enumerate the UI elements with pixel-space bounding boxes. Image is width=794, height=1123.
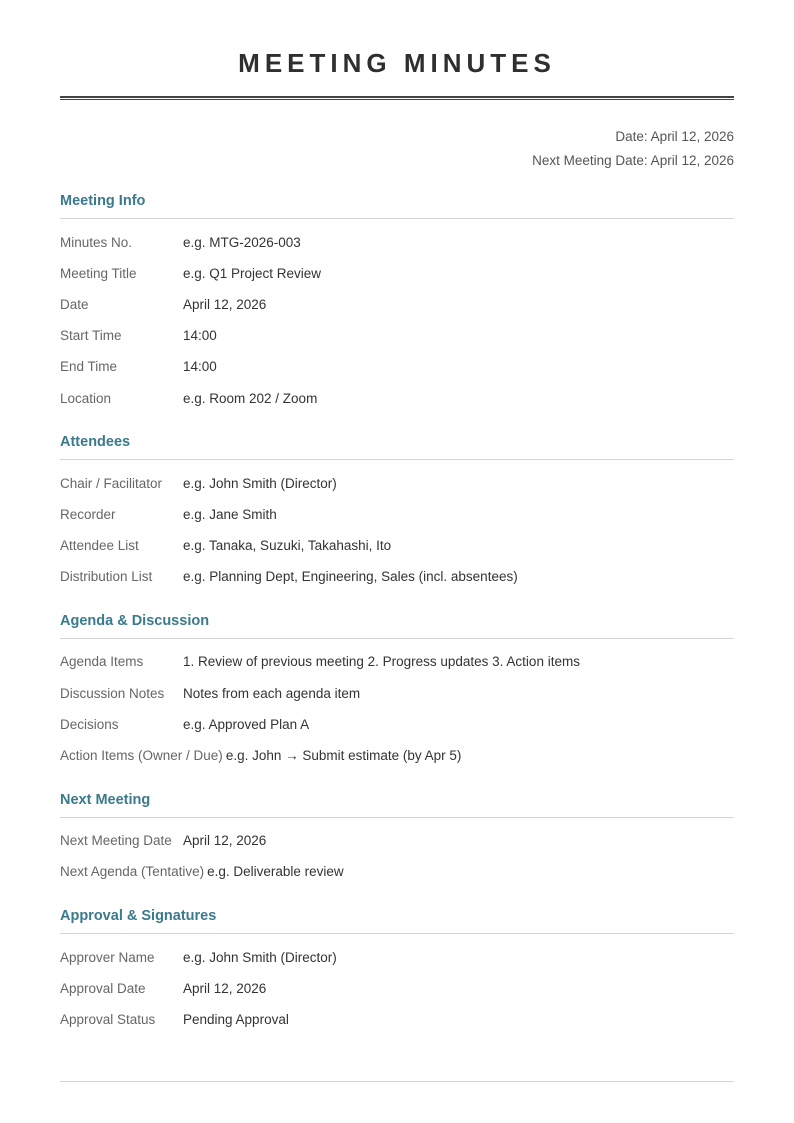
field-value: April 12, 2026	[183, 980, 267, 996]
field-label: Minutes No.	[60, 234, 133, 250]
field-label: Start Time	[60, 328, 122, 344]
field-value: 14:00	[183, 359, 217, 375]
field-label: Next Meeting Date	[60, 833, 172, 849]
section-attendees	[60, 432, 734, 593]
field-value: e.g. Q1 Project Review	[183, 265, 322, 281]
field-value: e.g. Tanaka, Suzuki, Takahashi, Ito	[183, 538, 392, 554]
field-discussion-notes	[60, 678, 734, 709]
field-chair	[60, 468, 734, 499]
field-decisions	[60, 709, 734, 740]
field-label: Distribution List	[60, 569, 153, 585]
field-value: e.g. John Smith (Director)	[183, 949, 337, 965]
field-location	[60, 383, 734, 414]
field-label: Date	[60, 296, 89, 312]
field-value: April 12, 2026	[183, 296, 267, 312]
field-label: Attendee List	[60, 538, 139, 554]
field-value: e.g. Planning Dept, Engineering, Sales (incl. absentees)	[183, 569, 518, 585]
field-end-time	[60, 352, 734, 383]
field-value: e.g. Approved Plan A	[183, 716, 310, 732]
footer-divider	[60, 1081, 734, 1082]
field-value: e.g. Deliverable review	[207, 864, 344, 880]
field-label: Approval Status	[60, 1011, 156, 1027]
next-meeting-date-summary: Next Meeting Date: April 12, 2026	[532, 153, 734, 168]
section-title-approval: Approval & Signatures	[60, 906, 734, 934]
section-next-meeting	[60, 790, 734, 888]
field-minutes-no	[60, 227, 734, 258]
field-value: 1. Review of previous meeting 2. Progress updates 3. Action items	[183, 654, 580, 670]
field-value: April 12, 2026	[183, 833, 267, 849]
section-agenda	[60, 611, 734, 772]
field-approver-name	[60, 942, 734, 973]
field-next-meeting-date	[60, 826, 734, 857]
field-label: Agenda Items	[60, 654, 144, 670]
field-value: Notes from each agenda item	[183, 685, 361, 701]
section-title-agenda: Agenda & Discussion	[60, 611, 734, 639]
field-next-agenda	[60, 857, 734, 888]
field-value: e.g. John → Submit estimate (by Apr 5)	[225, 748, 462, 764]
field-label: Approver Name	[60, 949, 155, 965]
field-agenda-items	[60, 647, 734, 678]
page-title: MEETING MINUTES	[238, 48, 556, 78]
field-approval-date	[60, 973, 734, 1004]
field-action-items	[60, 740, 734, 771]
field-value: e.g. John Smith (Director)	[183, 475, 337, 491]
field-label: Discussion Notes	[60, 685, 165, 701]
section-title-attendees: Attendees	[60, 432, 734, 460]
section-title-next-meeting: Next Meeting	[60, 790, 734, 818]
section-meeting-info	[60, 191, 734, 414]
field-label: Decisions	[60, 716, 119, 732]
field-attendee-list	[60, 531, 734, 562]
field-label: Approval Date	[60, 980, 146, 996]
field-start-time	[60, 321, 734, 352]
title-divider	[60, 96, 734, 100]
field-label: Location	[60, 390, 112, 406]
field-date	[60, 289, 734, 320]
field-value: e.g. MTG-2026-003	[183, 234, 301, 250]
field-distribution-list	[60, 562, 734, 593]
field-meeting-title	[60, 258, 734, 289]
section-approval	[60, 906, 734, 1036]
field-label: Action Items (Owner / Due)	[60, 748, 223, 764]
field-label: Recorder	[60, 506, 116, 522]
field-value: e.g. Jane Smith	[183, 506, 277, 522]
field-value: 14:00	[183, 328, 217, 344]
section-title-meeting-info: Meeting Info	[60, 191, 734, 219]
field-label: End Time	[60, 359, 118, 375]
field-label: Next Agenda (Tentative)	[60, 864, 205, 880]
document-date: Date: April 12, 2026	[615, 129, 734, 144]
field-label: Meeting Title	[60, 265, 137, 281]
field-recorder	[60, 499, 734, 530]
field-label: Chair / Facilitator	[60, 475, 163, 491]
field-value: Pending Approval	[183, 1011, 289, 1027]
field-approval-status	[60, 1004, 734, 1035]
document-meta	[60, 125, 734, 173]
field-value: e.g. Room 202 / Zoom	[183, 390, 318, 406]
document-page	[60, 0, 734, 1036]
